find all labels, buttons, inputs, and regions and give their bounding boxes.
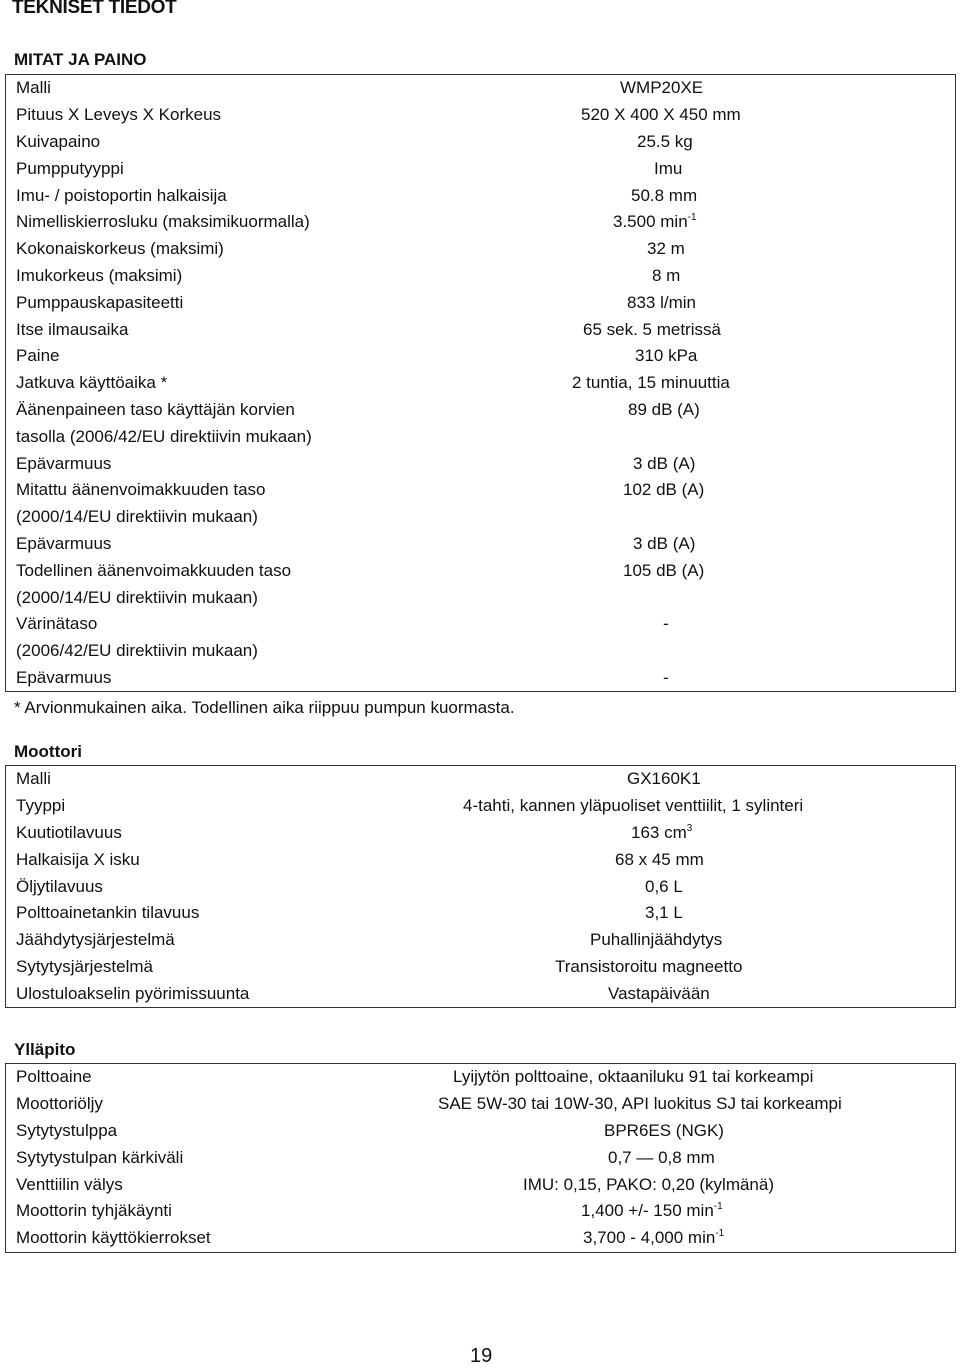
table-row — [6, 793, 956, 820]
table-row — [6, 1091, 956, 1118]
row-value — [637, 132, 693, 152]
table-row — [6, 1144, 956, 1171]
table-row — [6, 370, 956, 397]
row-label: Tyyppi — [16, 796, 66, 816]
row-value-text: 3 dB (A) — [633, 533, 696, 553]
table-row — [6, 343, 956, 370]
table-row — [6, 900, 956, 927]
row-value — [572, 373, 730, 393]
row-value — [615, 850, 704, 870]
row-value — [645, 877, 683, 897]
row-label: Kuivapaino — [16, 131, 101, 151]
row-value-text: Imu — [654, 158, 683, 178]
row-value-text: 4-tahti, kannen yläpuoliset venttiilit, 1 sylinteri — [463, 796, 804, 816]
row-value — [631, 186, 697, 206]
row-value-text: 0,7 — 0,8 mm — [608, 1147, 715, 1167]
row-value-text: GX160K1 — [627, 769, 701, 789]
table-row — [6, 1064, 956, 1091]
row-value — [652, 266, 680, 286]
table-row — [6, 927, 956, 954]
row-value — [453, 1067, 813, 1087]
table-row — [6, 209, 956, 236]
row-value-text: 2 tuntia, 15 minuuttia — [572, 373, 730, 393]
row-value — [583, 1228, 724, 1248]
row-value-text: Transistoroitu magneetto — [555, 956, 743, 976]
row-value-text: 89 dB (A) — [628, 399, 700, 419]
table-row — [6, 873, 956, 900]
row-label: Jatkuva käyttöaika * — [16, 373, 168, 393]
row-value — [581, 105, 741, 125]
row-label: Epävarmuus — [16, 453, 112, 473]
table-row — [6, 1118, 956, 1145]
row-label: Pumppauskapasiteetti — [16, 292, 184, 312]
section-title-dimensions: MITAT JA PAINO — [14, 50, 147, 69]
row-label: Mitattu äänenvoimakkuuden taso — [16, 480, 266, 500]
row-label: Äänenpaineen taso käyttäjän korvien — [16, 399, 295, 419]
row-value — [645, 903, 683, 923]
row-value — [623, 561, 704, 581]
row-label: Malli — [16, 769, 51, 789]
row-label: Sytytysjärjestelmä — [16, 956, 153, 976]
table-row — [6, 954, 956, 981]
row-value — [627, 769, 701, 789]
table-row — [6, 638, 956, 665]
row-value — [627, 293, 696, 313]
table-row — [6, 1198, 956, 1225]
row-label: Imu- / poistoportin halkaisija — [16, 185, 227, 205]
dimensions-weight-table — [5, 74, 956, 692]
row-label: Paine — [16, 346, 60, 366]
row-label: Ulostuloakselin pyörimissuunta — [16, 983, 250, 1003]
row-value-text: 25.5 kg — [637, 131, 693, 151]
page-title: TEKNISET TIEDOT — [12, 0, 177, 18]
row-value-text: 8 m — [652, 265, 681, 285]
row-label: Epävarmuus — [16, 667, 112, 687]
row-label: Moottorin käyttökierrokset — [16, 1228, 211, 1248]
page-number: 19 — [470, 1345, 493, 1367]
table-row — [6, 75, 956, 102]
row-value-text: 833 l/min — [627, 292, 696, 312]
row-value-text: 310 kPa — [635, 346, 698, 366]
row-value-text: Puhallinjäähdytys — [590, 930, 723, 950]
row-value-text: 163 cm — [631, 822, 687, 842]
section-title-maintenance: Ylläpito — [14, 1040, 76, 1059]
row-value-text: IMU: 0,15, PAKO: 0,20 (kylmänä) — [523, 1174, 774, 1194]
footnote: * Arvionmukainen aika. Todellinen aika riippuu pumpun kuormasta. — [14, 698, 515, 717]
row-value — [633, 454, 695, 474]
row-value-text: SAE 5W-30 tai 10W-30, API luokitus SJ tai korkeampi — [438, 1094, 842, 1114]
row-value — [654, 159, 682, 179]
row-label: tasolla (2006/42/EU direktiivin mukaan) — [16, 426, 312, 446]
row-value-text: 1,400 +/- 150 min — [581, 1201, 714, 1221]
row-value — [608, 984, 710, 1004]
row-value-text: Vastapäivään — [608, 983, 710, 1003]
row-value-text: 3.500 min — [613, 212, 688, 232]
row-label: Jäähdytysjärjestelmä — [16, 930, 175, 950]
row-label: Värinätaso — [16, 614, 98, 634]
table-row — [6, 477, 956, 504]
row-label: (2000/14/EU direktiivin mukaan) — [16, 507, 258, 527]
row-value — [438, 1094, 842, 1114]
table-row — [6, 1171, 956, 1198]
row-label: Polttoainetankin tilavuus — [16, 903, 200, 923]
row-label: Venttiilin välys — [16, 1174, 123, 1194]
table-row — [6, 531, 956, 558]
row-value-text: 3 dB (A) — [633, 453, 696, 473]
row-label: Itse ilmausaika — [16, 319, 129, 339]
row-value-text: - — [663, 667, 669, 687]
row-label: (2000/14/EU direktiivin mukaan) — [16, 587, 258, 607]
table-row — [6, 504, 956, 531]
table-row — [6, 665, 956, 692]
table-row — [6, 155, 956, 182]
row-label: Sytytystulppa — [16, 1120, 118, 1140]
row-value — [663, 668, 669, 688]
table-row — [6, 102, 956, 129]
table-row — [6, 1225, 956, 1252]
row-value — [463, 796, 803, 816]
table-row — [6, 584, 956, 611]
row-label: Imukorkeus (maksimi) — [16, 265, 183, 285]
table-row — [6, 846, 956, 873]
row-value — [555, 957, 742, 977]
table-row — [6, 611, 956, 638]
table-row — [6, 289, 956, 316]
row-label: Todellinen äänenvoimakkuuden taso — [16, 560, 292, 580]
row-label: Kokonaiskorkeus (maksimi) — [16, 239, 224, 259]
row-label: (2006/42/EU direktiivin mukaan) — [16, 641, 258, 661]
row-value-text: 0,6 L — [645, 876, 683, 896]
table-row — [6, 129, 956, 156]
row-value — [633, 534, 695, 554]
row-value-text: 105 dB (A) — [623, 560, 705, 580]
table-row — [6, 450, 956, 477]
table-row — [6, 263, 956, 290]
row-label: Pumpputyyppi — [16, 158, 124, 178]
row-value-text: WMP20XE — [620, 78, 704, 98]
row-label: Pituus X Leveys X Korkeus — [16, 105, 222, 125]
row-value-text: 65 sek. 5 metrissä — [583, 319, 721, 339]
row-label: Malli — [16, 78, 51, 98]
row-label: Kuutiotilavuus — [16, 822, 122, 842]
maintenance-table — [5, 1063, 956, 1253]
row-value-superscript: -1 — [715, 1228, 725, 1240]
row-value — [590, 930, 722, 950]
row-value — [613, 212, 697, 232]
row-label: Halkaisija X isku — [16, 849, 140, 869]
table-row — [6, 820, 956, 847]
row-value-text: Lyijytön polttoaine, oktaaniluku 91 tai korkeampi — [453, 1067, 814, 1087]
row-value — [604, 1121, 724, 1141]
row-value-superscript: -1 — [713, 1201, 723, 1213]
row-value — [631, 823, 692, 843]
row-value-superscript: 3 — [686, 822, 693, 834]
table-row — [6, 766, 956, 793]
table-row — [6, 182, 956, 209]
row-value — [581, 1201, 723, 1221]
row-value — [663, 614, 669, 634]
table-row — [6, 423, 956, 450]
row-value-text: 3,700 - 4,000 min — [583, 1228, 716, 1248]
row-value — [635, 346, 697, 366]
row-label: Epävarmuus — [16, 533, 112, 553]
row-value-text: - — [663, 614, 669, 634]
table-row — [6, 980, 956, 1007]
row-label: Polttoaine — [16, 1067, 92, 1087]
section-title-engine: Moottori — [14, 742, 82, 761]
row-value — [608, 1148, 715, 1168]
row-label: Öljytilavuus — [16, 876, 103, 896]
table-row — [6, 316, 956, 343]
row-label: Sytytystulpan kärkiväli — [16, 1147, 184, 1167]
row-value-text: 32 m — [647, 239, 685, 259]
row-value-text: BPR6ES (NGK) — [604, 1120, 724, 1140]
row-label: Moottoriöljy — [16, 1094, 103, 1114]
row-value-text: 102 dB (A) — [623, 480, 705, 500]
row-value — [523, 1175, 774, 1195]
row-value — [628, 400, 700, 420]
row-value-text: 520 X 400 X 450 mm — [581, 105, 741, 125]
row-value — [647, 239, 685, 259]
row-value-text: 3,1 L — [645, 903, 683, 923]
row-label: Moottorin tyhjäkäynti — [16, 1201, 172, 1221]
row-value-text: 68 x 45 mm — [615, 849, 704, 869]
row-value — [623, 480, 704, 500]
row-value-superscript: -1 — [687, 212, 697, 224]
table-row — [6, 236, 956, 263]
table-row — [6, 397, 956, 424]
row-label: Nimelliskierrosluku (maksimikuormalla) — [16, 212, 310, 232]
row-value — [583, 320, 721, 340]
engine-table — [5, 765, 956, 1008]
row-value — [620, 78, 703, 98]
table-row — [6, 557, 956, 584]
row-value-text: 50.8 mm — [631, 185, 698, 205]
